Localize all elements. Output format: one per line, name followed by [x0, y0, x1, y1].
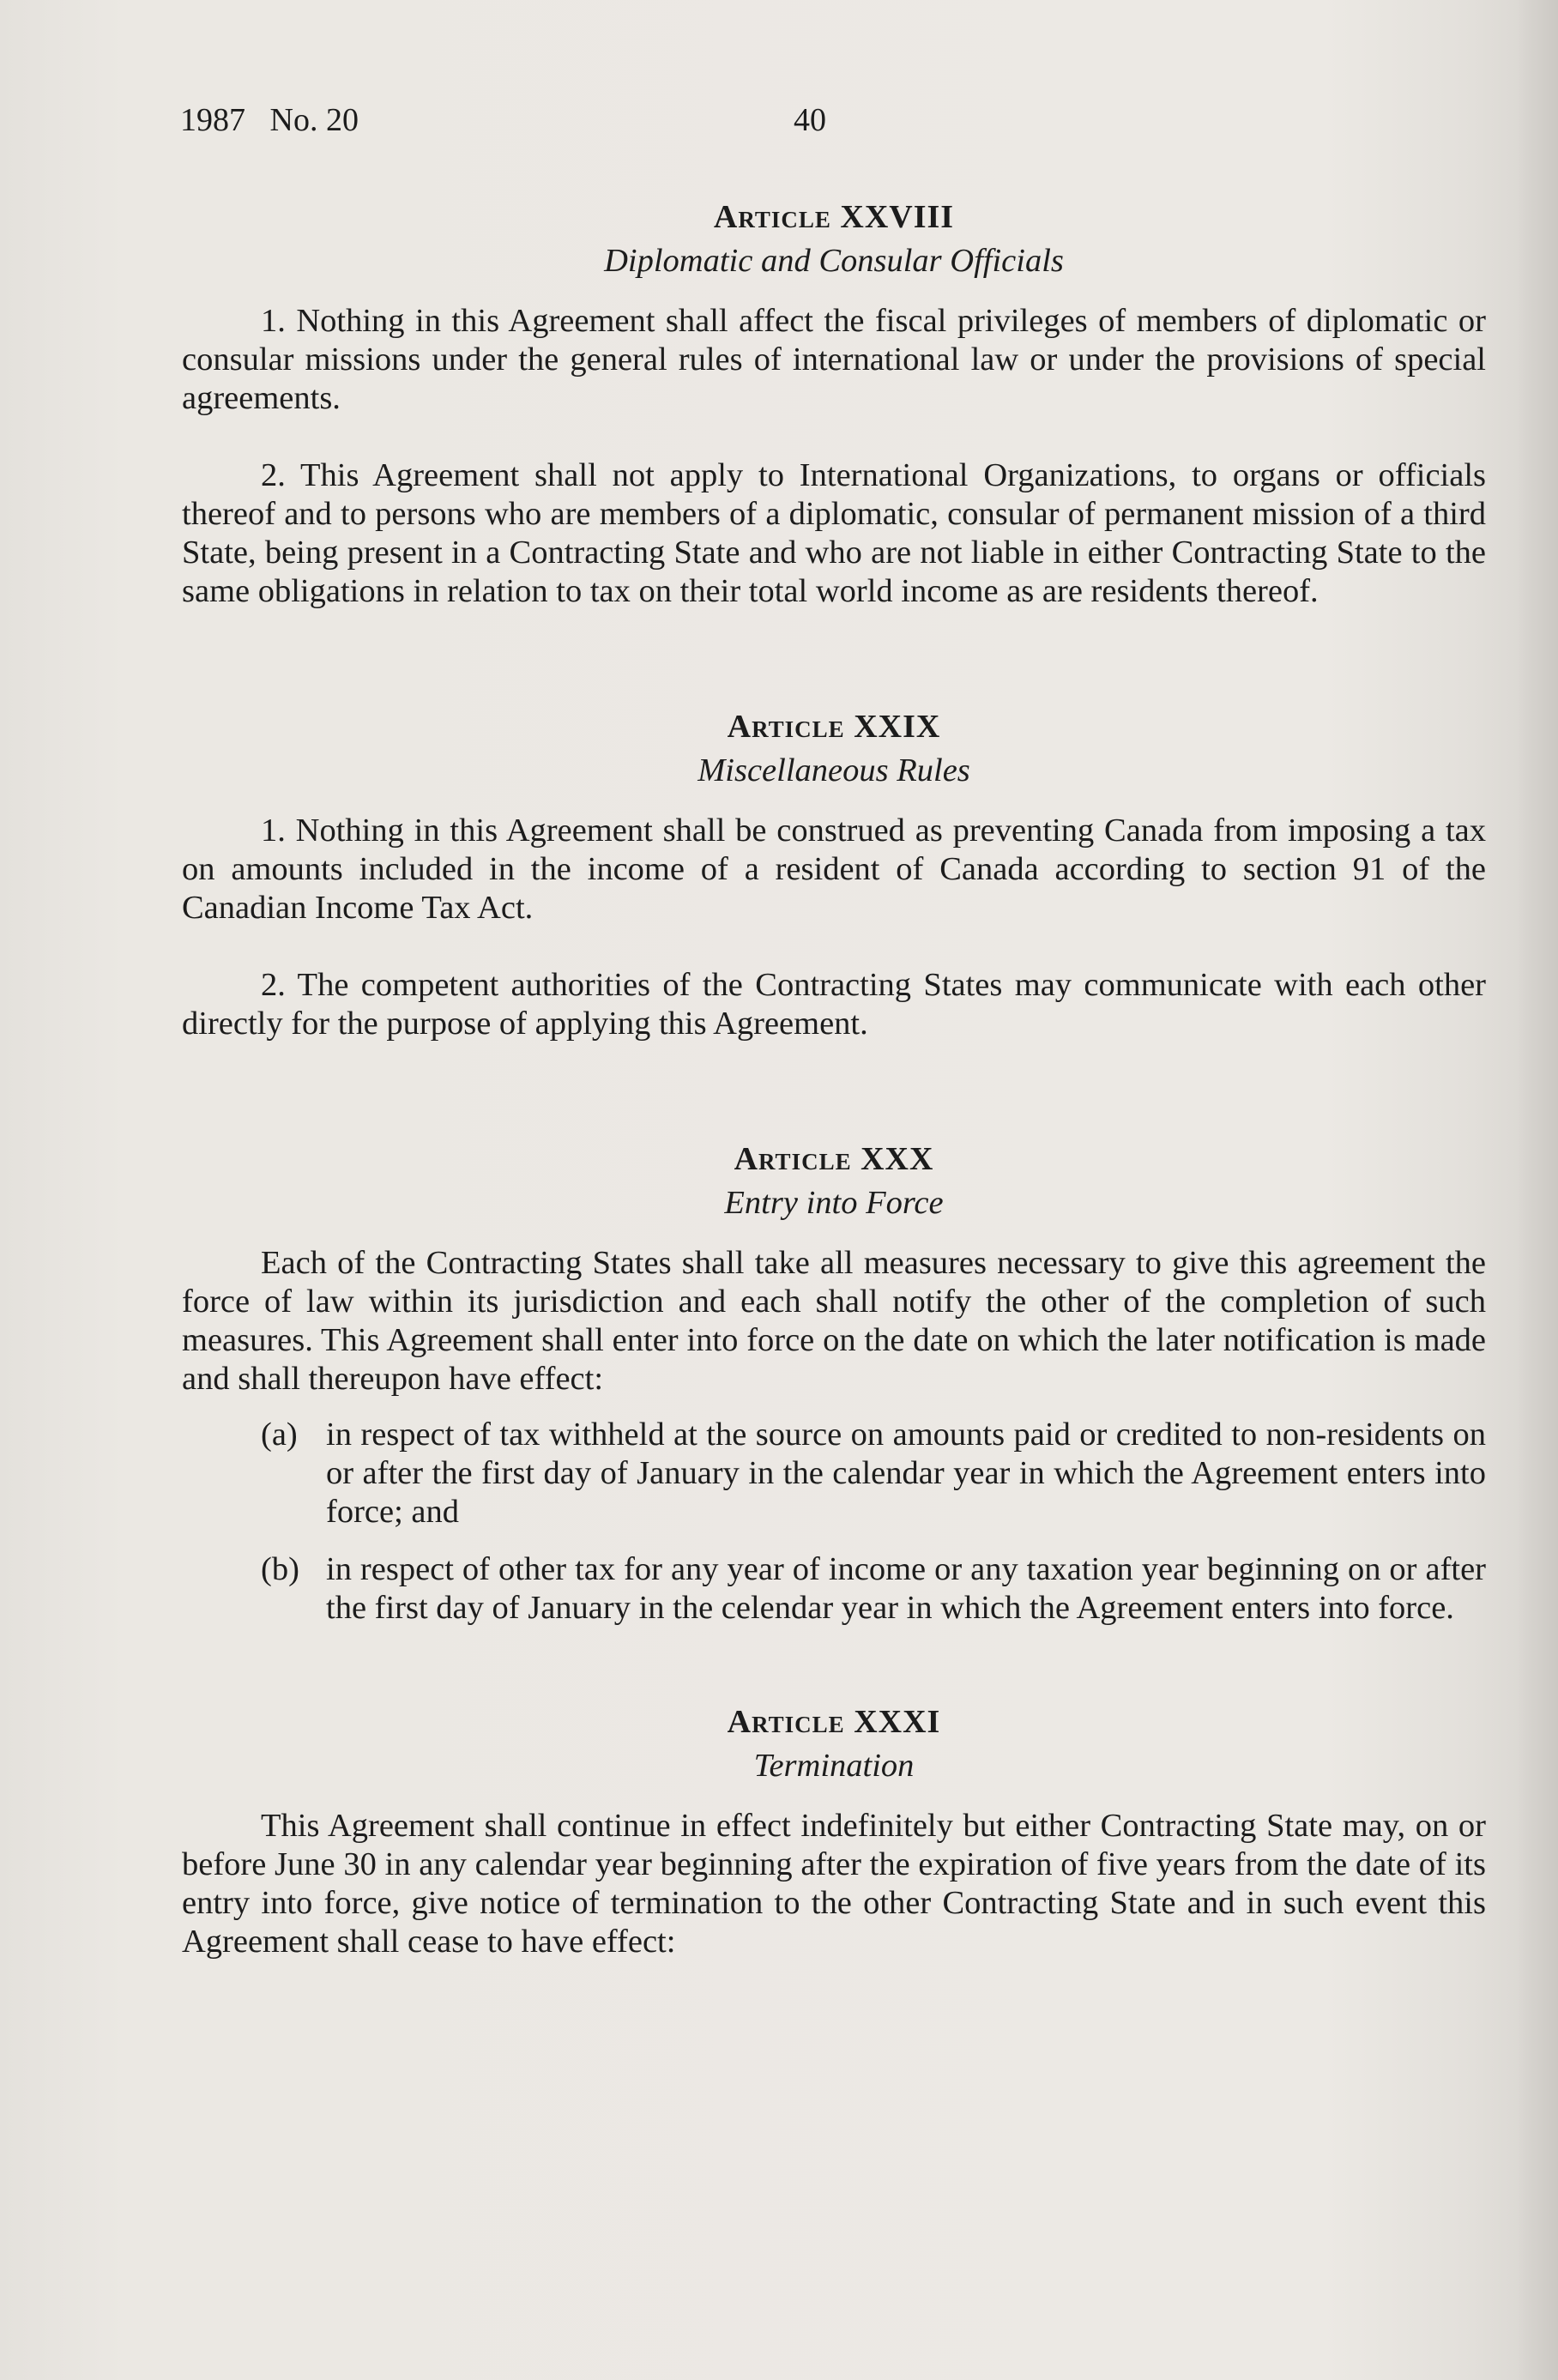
list-item	[182, 1416, 1486, 1531]
list-item	[182, 1550, 1486, 1628]
article-heading-number: XXX	[861, 1141, 934, 1177]
paragraph: 2. The competent authorities of the Contracting States may communicate with each other directly for the purpose of applying this Agreement.	[182, 967, 1486, 1042]
article-heading-word: Article	[727, 1704, 845, 1740]
article-subtitle: Diplomatic and Consular Officials	[604, 243, 1064, 279]
paragraph: 2. This Agreement shall not apply to International Organizations, to organs or officials thereof and to persons who are members of a diplomatic, consular of permanent mission of a third State, being present in a Contracting State and who are not liable in either Contracting State to the same obligations in relation to tax on their total world income as are residents thereof.	[182, 457, 1486, 609]
article-subtitle: Miscellaneous Rules	[697, 752, 970, 788]
article-heading	[182, 1138, 1486, 1181]
paragraph: Each of the Contracting States shall take all measures necessary to give this agreement the force of law within its jurisdiction and each shall notify the other of the completion of such measures. This Agreement shall enter into force on the date on which the later notification is made and shall thereupon have effect:	[182, 1245, 1486, 1397]
article-heading-number: XXVIII	[840, 199, 955, 235]
page-number: 40	[794, 102, 826, 138]
article-heading	[182, 705, 1486, 748]
article-heading-word: Article	[713, 199, 831, 235]
article-heading-number: XXIX	[854, 709, 941, 745]
effect-list	[182, 1416, 1486, 1628]
article-subtitle: Entry into Force	[724, 1185, 944, 1221]
article-xxx	[182, 1138, 1486, 1628]
paragraph: 1. Nothing in this Agreement shall be construed as preventing Canada from imposing a tax on amounts included in the income of a resident of Canada according to section 91 of the Canadian Income Tax Act.	[182, 812, 1486, 926]
article-xxxi	[182, 1700, 1486, 1961]
article-xxix	[182, 705, 1486, 1043]
list-marker: (b)	[261, 1551, 299, 1587]
article-subtitle: Termination	[753, 1748, 915, 1784]
list-item-text: in respect of other tax for any year of income or any taxation year beginning on or after the first day of January in the celendar year in which the Agreement enters into force.	[326, 1551, 1486, 1626]
year-and-number: 1987 No. 20	[180, 102, 359, 138]
list-marker: (a)	[261, 1417, 298, 1453]
article-xxviii	[182, 196, 1486, 611]
paragraph: This Agreement shall continue in effect indefinitely but either Contracting State may, on or before June 30 in any calendar year beginning after the expiration of five years from the date of its entry into force, give notice of termination to the other Contracting State and in such event this Agreement shall cease to have effect:	[182, 1808, 1486, 1960]
page-binding-shadow	[1517, 0, 1558, 2380]
article-heading-word: Article	[734, 1141, 852, 1177]
paragraph: 1. Nothing in this Agreement shall affect the fiscal privileges of members of diplomatic or consular missions under the general rules of international law or under the provisions of special agreements.	[182, 303, 1486, 416]
page-header	[180, 101, 1484, 153]
article-heading	[182, 196, 1486, 239]
article-heading-number: XXXI	[854, 1704, 941, 1740]
article-heading-word: Article	[727, 709, 845, 745]
list-item-text: in respect of tax withheld at the source on amounts paid or credited to non-residents on or after the first day of January in the calendar year in which the Agreement enters into force; and	[326, 1417, 1486, 1530]
document-body	[182, 196, 1486, 1961]
article-heading	[182, 1700, 1486, 1743]
